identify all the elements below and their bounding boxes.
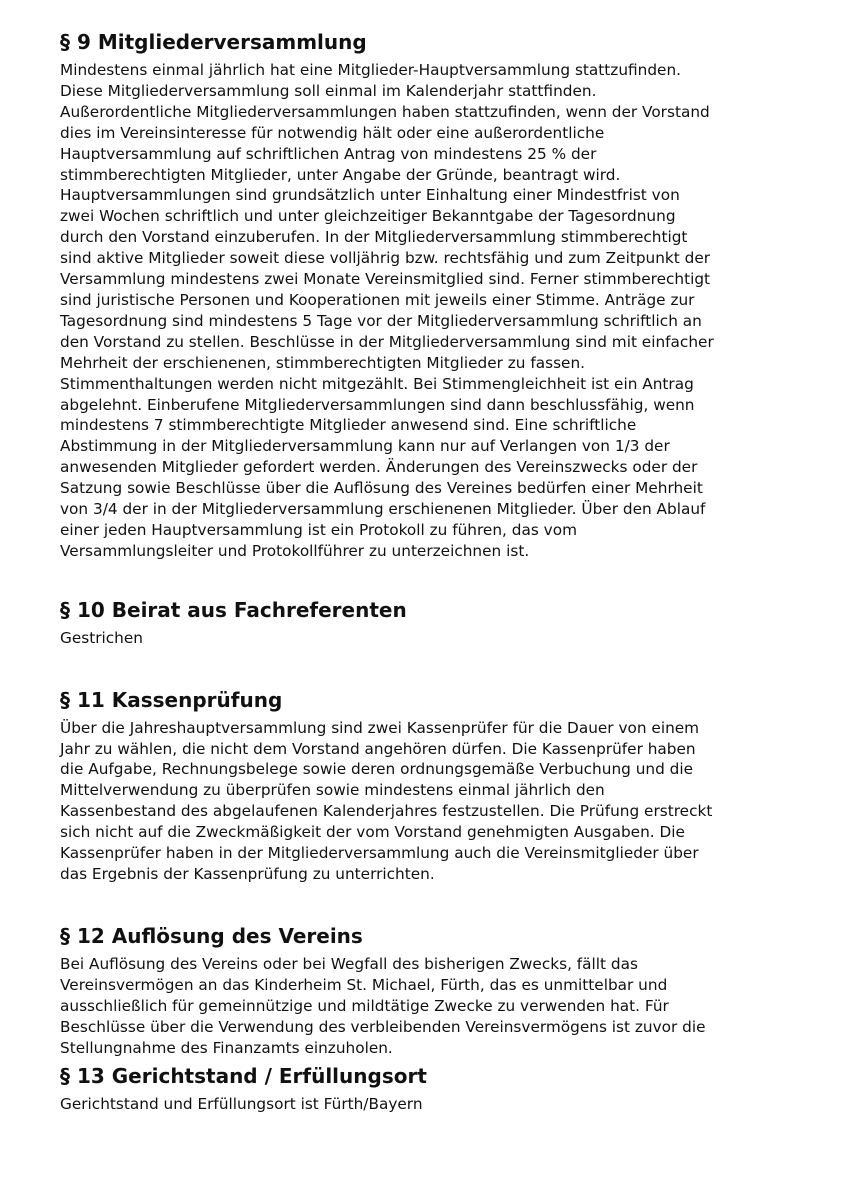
section-heading: § 12 Auflösung des Vereins [60,923,363,948]
text-line: Stellungnahme des Finanzamts einzuholen. [60,1038,393,1057]
section-heading: § 11 Kassenprüfung [60,687,283,712]
text-line: dies im Vereinsinteresse für notwendig hält oder eine außerordentliche [60,123,605,142]
text-line: Bei Auflösung des Vereins oder bei Wegfall des bisherigen Zwecks, fällt das [60,954,638,973]
text-line: von 3/4 der in der Mitgliederversammlung erschienenen Mitglieder. Über den Ablauf [60,500,706,519]
section-body [60,718,800,885]
text-line: Versammlung mindestens zwei Monate Vereinsmitglied sind. Ferner stimmberechtigt [60,270,711,289]
section-heading: § 10 Beirat aus Fachreferenten [60,597,407,622]
text-line: durch den Vorstand einzuberufen. In der Mitgliederversammlung stimmberechtigt [60,228,688,247]
text-line: Mehrheit der erschienenen, stimmberechtigten Mitglieder zu fassen. [60,353,586,372]
text-line: Tagesordnung sind mindestens 5 Tage vor der Mitgliederversammlung schriftlich an [60,311,702,330]
text-line: das Ergebnis der Kassenprüfung zu unterrichten. [60,865,435,883]
text-line: zwei Wochen schriftlich und unter gleichzeitiger Bekanntgabe der Tagesordnung [60,207,676,226]
text-line: die Aufgabe, Rechnungsbelege sowie deren ordnungsgemäße Verbuchung und die [60,760,694,779]
section-body [60,628,800,649]
text-line: anwesenden Mitglieder gefordert werden. Änderungen des Vereinszwecks oder der [60,458,698,477]
text-line: Satzung sowie Beschlüsse über die Auflösung des Vereines bedürfen einer Mehrheit [60,479,703,498]
text-line: Stimmenthaltungen werden nicht mitgezählt. Bei Stimmengleichheit ist ein Antrag [60,374,694,393]
text-line: Gerichtstand und Erfüllungsort ist Fürth/Bayern [60,1095,423,1114]
text-line: Beschlüsse über die Verwendung des verbleibenden Vereinsvermögens ist zuvor die [60,1017,706,1036]
text-line: Diese Mitgliederversammlung soll einmal im Kalenderjahr stattfinden. [60,81,597,100]
text-line: Versammlungsleiter und Protokollführer zu unterzeichnen ist. [60,541,530,560]
section-11 [60,686,800,885]
text-line: sind aktive Mitglieder soweit diese volljährig bzw. rechtsfähig und zum Zeitpunkt der [60,249,711,268]
text-line: Außerordentliche Mitgliederversammlungen haben stattzufinden, wenn der Vorstand [60,102,710,121]
text-line: stimmberechtigten Mitglieder, unter Angabe der Gründe, beantragt wird. [60,165,621,184]
text-line: Kassenbestand des abgelaufenen Kalenderjahres festzustellen. Die Prüfung erstreckt [60,802,713,821]
section-10 [60,596,800,649]
text-line: Jahr zu wählen, die nicht dem Vorstand angehören dürfen. Die Kassenprüfer haben [60,739,696,758]
section-body [60,954,800,1059]
section-body [60,60,800,562]
text-line: Hauptversammlung auf schriftlichen Antrag von mindestens 25 % der [60,144,597,163]
text-line: ausschließlich für gemeinnützige und mildtätige Zwecke zu verwenden hat. Für [60,996,669,1015]
text-line: den Vorstand zu stellen. Beschlüsse in der Mitgliederversammlung sind mit einfacher [60,332,714,351]
text-line: Vereinsvermögen an das Kinderheim St. Michael, Fürth, das es unmittelbar und [60,975,668,994]
section-13 [60,1062,800,1115]
document-page [60,28,800,1115]
text-line: sind juristische Personen und Kooperationen mit jeweils einer Stimme. Anträge zur [60,290,695,309]
section-9 [60,28,800,562]
text-line: Über die Jahreshauptversammlung sind zwei Kassenprüfer für die Dauer von einem [60,718,700,737]
text-line: Hauptversammlungen sind grundsätzlich unter Einhaltung einer Mindestfrist von [60,186,680,205]
section-heading: § 13 Gerichtstand / Erfüllungsort [60,1064,427,1089]
text-line: sich nicht auf die Zweckmäßigkeit der vom Vorstand genehmigten Ausgaben. Die [60,823,685,842]
text-line: Gestrichen [60,628,143,647]
text-line: Mittelverwendung zu überprüfen sowie mindestens einmal jährlich den [60,781,605,800]
section-heading: § 9 Mitgliederversammlung [60,30,367,54]
section-12 [60,922,800,1059]
text-line: Abstimmung in der Mitgliederversammlung kann nur auf Verlangen von 1/3 der [60,437,670,456]
text-line: einer jeden Hauptversammlung ist ein Protokoll zu führen, das vom [60,520,577,539]
text-line: Kassenprüfer haben in der Mitgliederversammlung auch die Vereinsmitglieder über [60,844,699,863]
text-line: Mindestens einmal jährlich hat eine Mitglieder-Hauptversammlung stattzufinden. [60,61,682,79]
text-line: abgelehnt. Einberufene Mitgliederversammlungen sind dann beschlussfähig, wenn [60,395,695,414]
text-line: mindestens 7 stimmberechtigte Mitglieder anwesend sind. Eine schriftliche [60,416,637,435]
section-body [60,1094,800,1115]
